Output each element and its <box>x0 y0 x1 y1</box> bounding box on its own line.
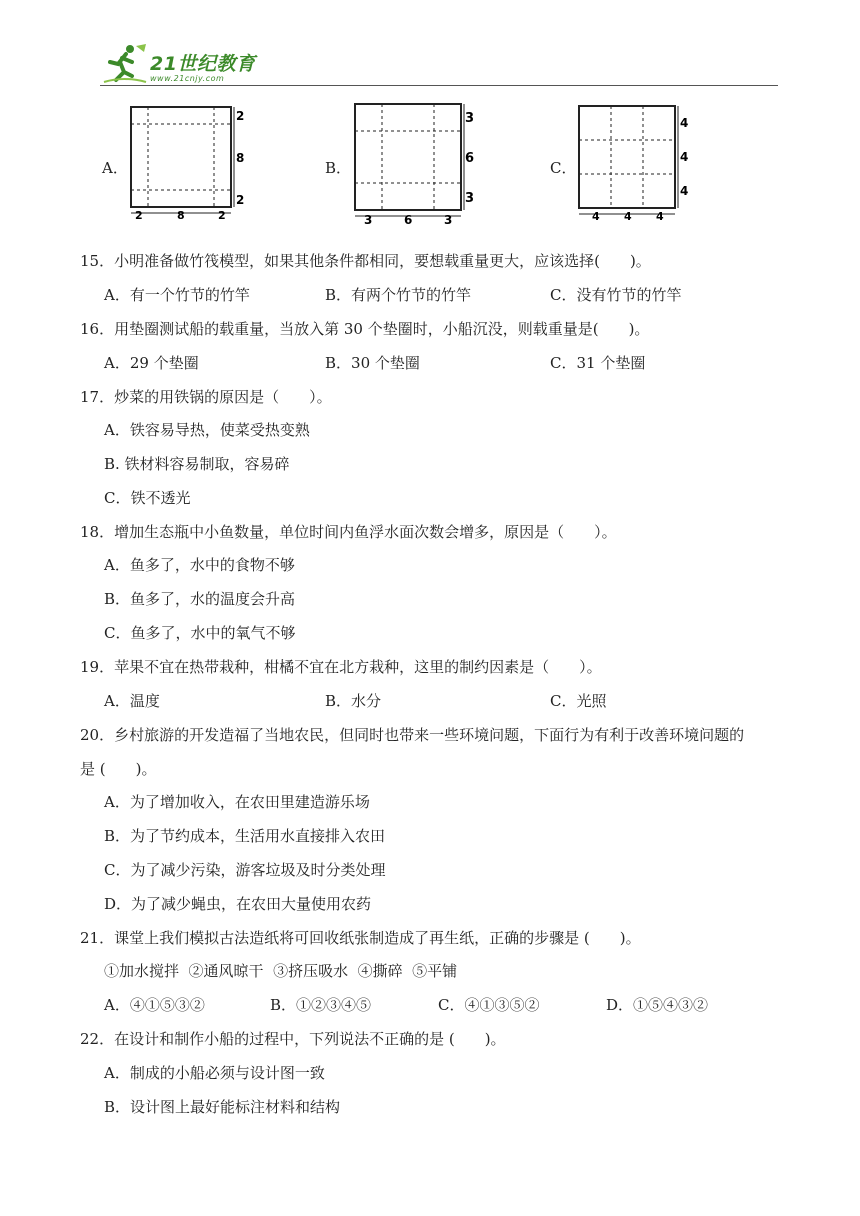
figure-c-right-mark: 4 <box>680 116 689 130</box>
question-21-option-c[interactable]: C．④①③⑤② <box>438 996 540 1014</box>
question-16-option-a[interactable]: A．29 个垫圈 <box>104 354 199 372</box>
figure-c-bottom-mark: 4 <box>592 210 600 223</box>
question-15-stem: 15．小明准备做竹筏模型，如果其他条件都相同，要想载重量更大，应该选择( )。 <box>80 252 651 270</box>
logo-url: www.21cnjy.com <box>150 74 225 83</box>
question-21-steps: ①加水搅拌 ②通风晾干 ③挤压吸水 ④撕碎 ⑤平铺 <box>104 962 458 980</box>
question-16-stem: 16．用垫圈测试船的载重量，当放入第 30 个垫圈时，小船沉没，则载重量是( )。 <box>80 320 650 338</box>
question-18-stem: 18．增加生态瓶中小鱼数量，单位时间内鱼浮水面次数会增多，原因是（ ）。 <box>80 523 617 541</box>
question-20-option-b[interactable]: B．为了节约成本，生活用水直接排入农田 <box>104 827 386 845</box>
header-divider <box>100 85 778 86</box>
question-18-option-a[interactable]: A．鱼多了，水中的食物不够 <box>104 556 295 574</box>
figure-a-right-mark: 2 <box>236 193 245 207</box>
question-20-option-a[interactable]: A．为了增加收入，在农田里建造游乐场 <box>104 793 370 811</box>
question-20-stem-line1: 20．乡村旅游的开发造福了当地农民，但同时也带来一些环境问题，下面行为有利于改善环境问题的 <box>80 726 745 744</box>
figure-a-bottom-mark: 2 <box>135 209 143 222</box>
question-18-option-c[interactable]: C．鱼多了，水中的氧气不够 <box>104 624 296 642</box>
runner-logo-icon <box>100 42 148 84</box>
figure-b-right-mark: 3 <box>465 111 475 126</box>
question-21-option-d[interactable]: D．①⑤④③② <box>606 996 709 1014</box>
question-17-option-b[interactable]: B. 铁材料容易制取，容易碎 <box>104 455 290 473</box>
figure-c-bottom-mark: 4 <box>656 210 664 223</box>
figure-c-right-mark: 4 <box>680 184 689 198</box>
question-17-option-a[interactable]: A．铁容易导热，使菜受热变熟 <box>104 421 310 439</box>
figure-a-grid-diagram <box>126 104 246 222</box>
question-16-option-b[interactable]: B．30 个垫圈 <box>325 354 420 372</box>
question-20-option-d[interactable]: D．为了减少蝇虫，在农田大量使用农药 <box>104 895 372 913</box>
question-20-option-c[interactable]: C．为了减少污染，游客垃圾及时分类处理 <box>104 861 386 879</box>
question-21-option-b[interactable]: B．①②③④⑤ <box>270 996 372 1014</box>
question-15-option-c[interactable]: C．没有竹节的竹竿 <box>550 286 682 304</box>
figure-b-bottom-mark: 3 <box>364 213 373 226</box>
question-21-stem: 21．课堂上我们模拟古法造纸将可回收纸张制造成了再生纸，正确的步骤是 ( )。 <box>80 929 641 947</box>
figure-b-right-mark: 3 <box>465 191 475 206</box>
figure-a-label: A． <box>102 159 128 177</box>
logo <box>100 40 255 84</box>
question-19-stem: 19．苹果不宜在热带栽种，柑橘不宜在北方栽种，这里的制约因素是（ ）。 <box>80 658 602 676</box>
question-15-option-a[interactable]: A．有一个竹节的竹竿 <box>104 286 250 304</box>
question-22-stem: 22．在设计和制作小船的过程中，下列说法不正确的是 ( )。 <box>80 1030 506 1048</box>
figure-c-grid-diagram <box>574 102 690 224</box>
question-22-option-a[interactable]: A．制成的小船必须与设计图一致 <box>104 1064 325 1082</box>
figure-a-bottom-mark: 8 <box>177 209 185 222</box>
logo-title: 21世纪教育 <box>150 53 256 75</box>
question-19-option-c[interactable]: C．光照 <box>550 692 607 710</box>
question-17-stem: 17．炒菜的用铁锅的原因是（ ）。 <box>80 388 332 406</box>
question-19-option-b[interactable]: B．水分 <box>325 692 382 710</box>
figure-c-bottom-mark: 4 <box>624 210 632 223</box>
question-20-stem-line2: 是 ( )。 <box>80 760 157 778</box>
figure-a-right-mark: 2 <box>236 109 245 123</box>
figure-a-right-mark: 8 <box>236 151 245 165</box>
question-16-option-c[interactable]: C．31 个垫圈 <box>550 354 646 372</box>
figure-b-grid-diagram <box>350 100 476 226</box>
question-21-option-a[interactable]: A．④①⑤③② <box>104 996 205 1014</box>
page-header <box>100 40 780 88</box>
question-17-option-c[interactable]: C．铁不透光 <box>104 489 191 507</box>
question-18-option-b[interactable]: B．鱼多了，水的温度会升高 <box>104 590 296 608</box>
figure-b-bottom-mark: 6 <box>404 213 413 226</box>
question-19-option-a[interactable]: A．温度 <box>104 692 160 710</box>
figure-a-bottom-mark: 2 <box>218 209 226 222</box>
figure-c-label: C． <box>550 159 577 177</box>
figure-b-right-mark: 6 <box>465 151 475 166</box>
figure-b-label: B． <box>325 159 352 177</box>
figure-c-right-mark: 4 <box>680 150 689 164</box>
question-22-option-b[interactable]: B．设计图上最好能标注材料和结构 <box>104 1098 341 1116</box>
figure-b-bottom-mark: 3 <box>444 213 453 226</box>
question-15-option-b[interactable]: B．有两个竹节的竹竿 <box>325 286 472 304</box>
